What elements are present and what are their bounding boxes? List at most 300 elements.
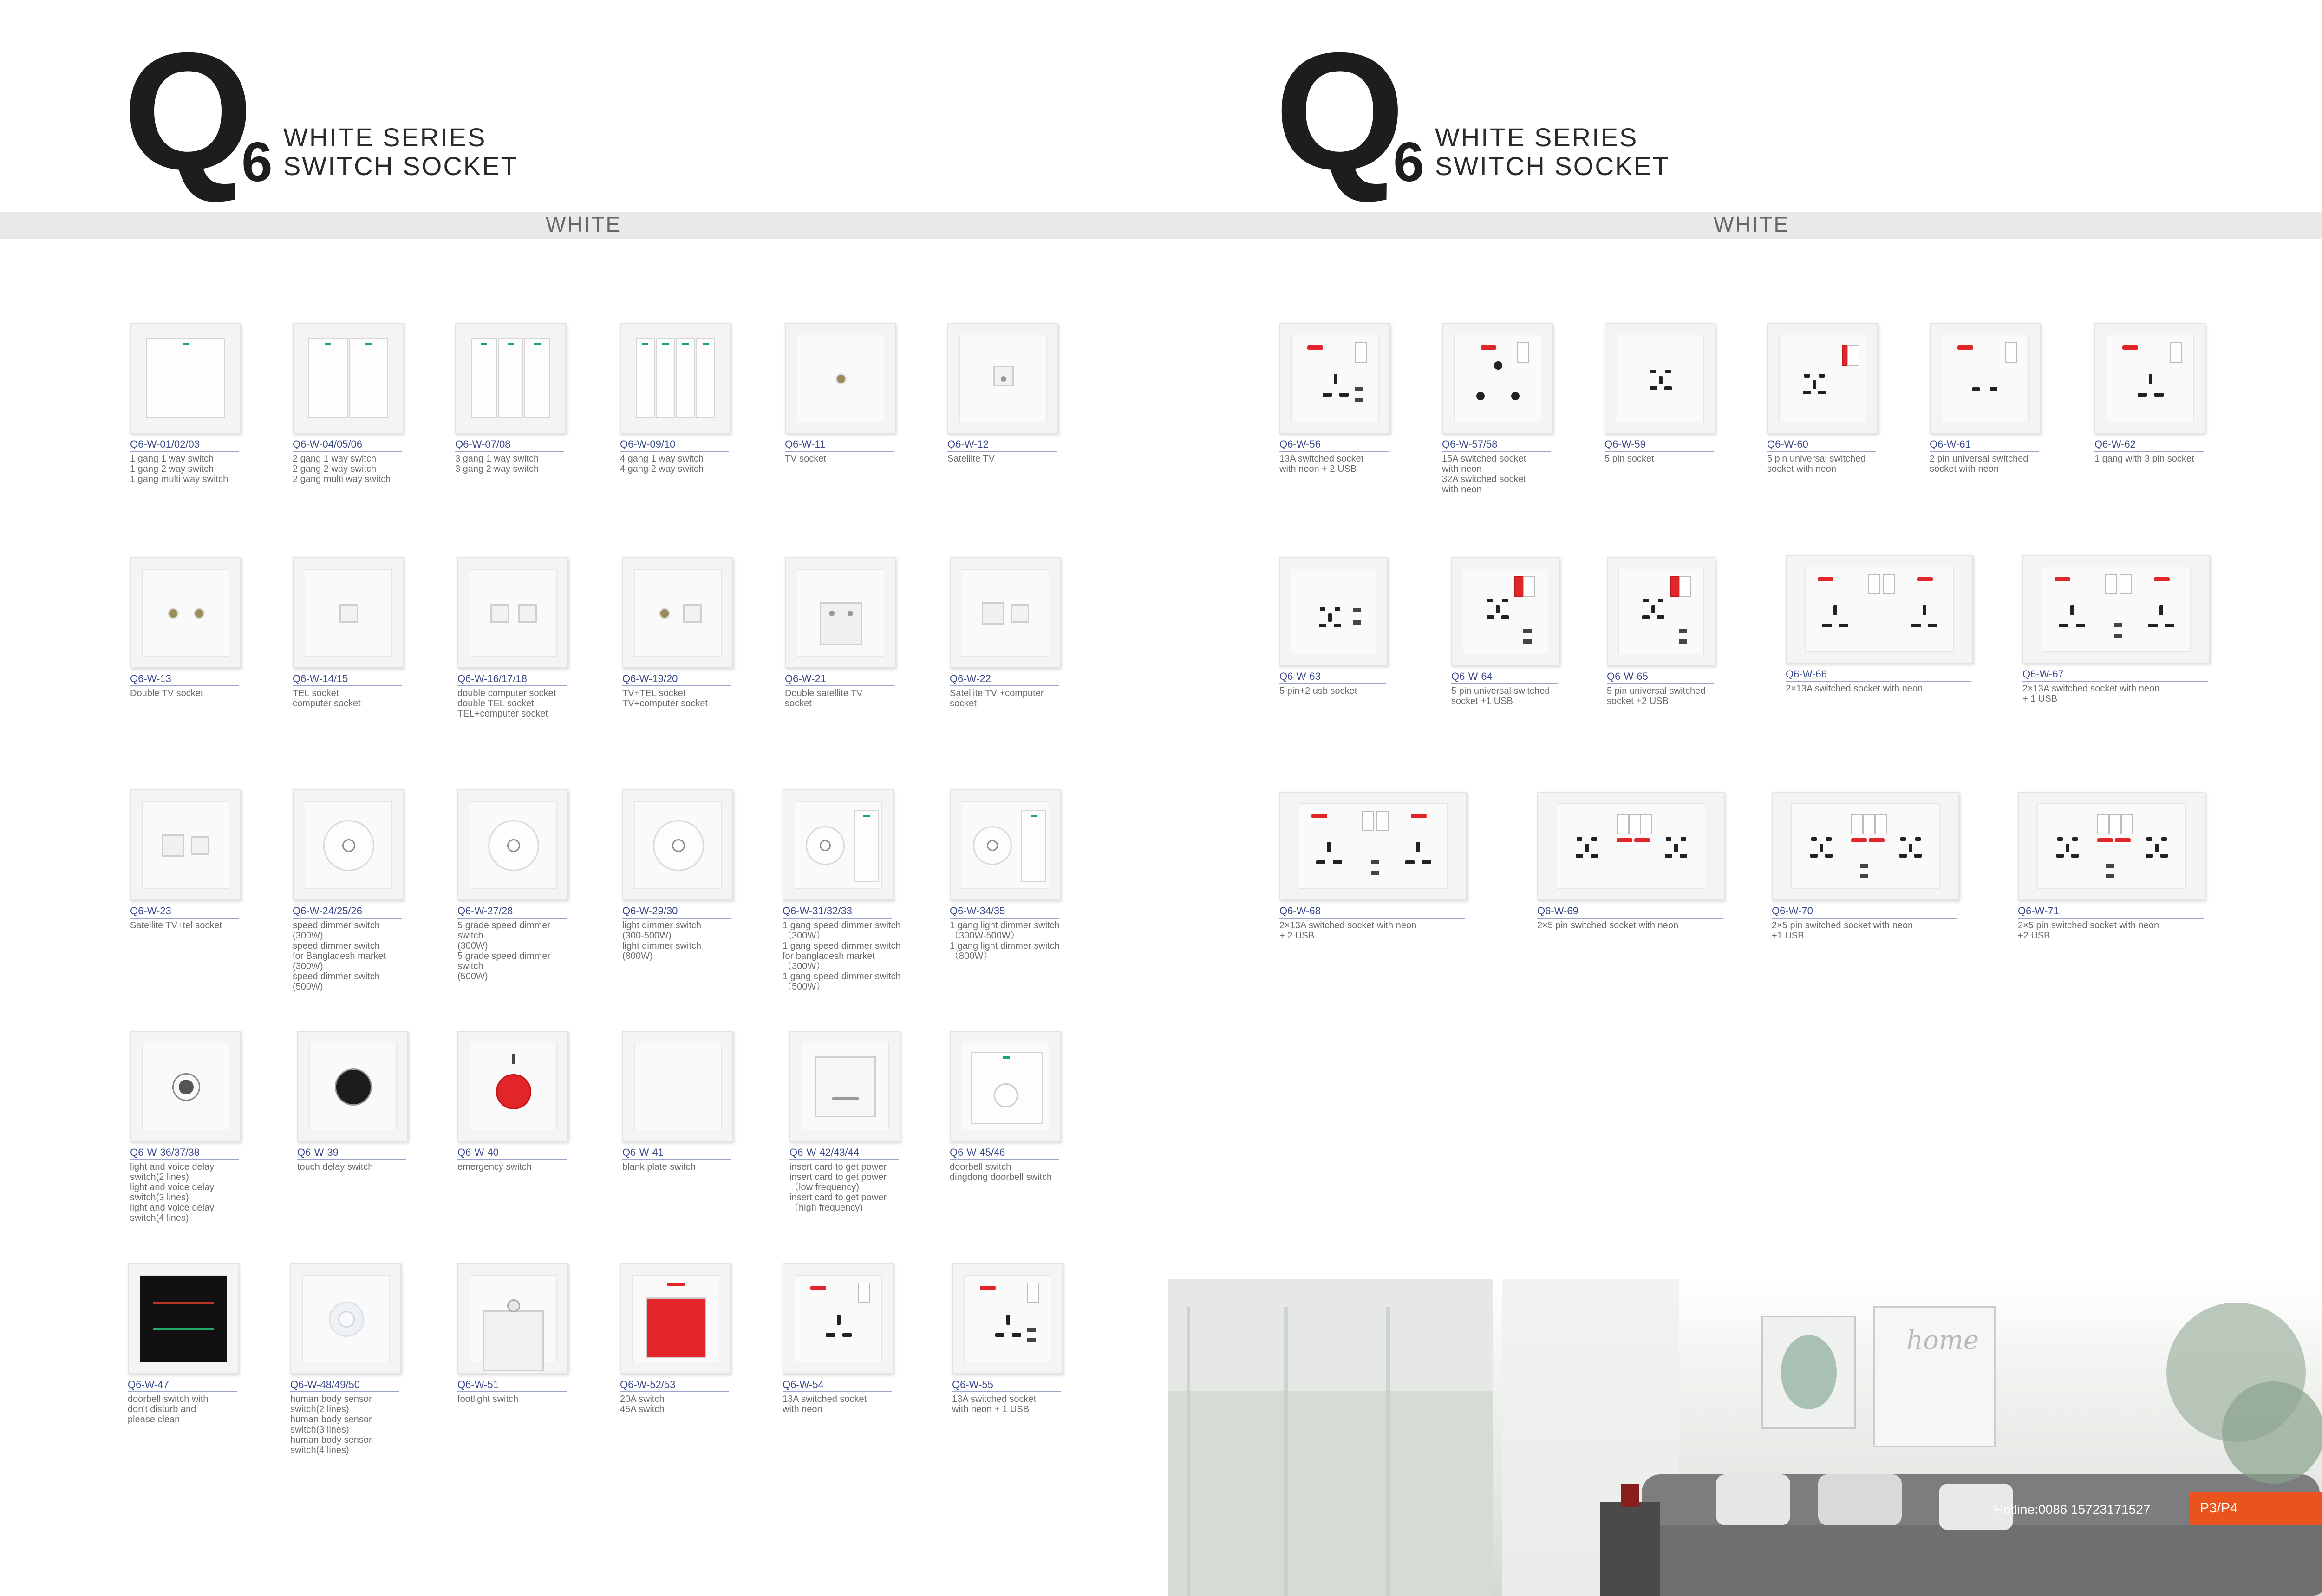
rocker-key (308, 338, 348, 419)
socket-port (659, 608, 670, 619)
led-indicator (863, 815, 870, 817)
card-switch-icon (789, 1031, 900, 1142)
logo-letter: Q (1275, 18, 1401, 205)
description-line: （500W） (783, 982, 826, 992)
description-line: socket with neon (1930, 464, 1999, 474)
rocker-key (524, 338, 550, 419)
product-code: Q6-W-66 (1786, 668, 1971, 682)
faceplate (305, 801, 392, 889)
product-description (622, 1162, 731, 1172)
pin-slot (153, 1328, 215, 1330)
dnd-panel-icon (128, 1263, 239, 1374)
rocker-switch (2121, 814, 2133, 834)
product-code: Q6-W-51 (457, 1379, 567, 1392)
pin-slot (1481, 345, 1496, 350)
rocker-switch (1376, 811, 1389, 831)
description-line: 3 gang 1 way switch (455, 454, 539, 464)
rocker-switch (1851, 814, 1863, 834)
product-code: Q6-W-36/37/38 (130, 1147, 239, 1160)
product-description (293, 454, 402, 484)
led-indicator (682, 343, 689, 345)
socket-port (507, 839, 520, 852)
product-card (1786, 555, 1971, 694)
living-room-illustration (1168, 1279, 2322, 1596)
faceplate (1618, 569, 1704, 654)
pin-slot (1833, 605, 1837, 615)
rocker-group (145, 338, 226, 419)
led-indicator (508, 343, 514, 345)
side-table (1600, 1502, 1660, 1596)
satellite-socket-icon (947, 323, 1058, 434)
rocker-switch (1679, 576, 1691, 597)
description-line: switch (457, 931, 483, 941)
usb-port (1523, 639, 1532, 644)
product-description (622, 920, 731, 961)
description-line: switch (457, 961, 483, 971)
pin-slot (512, 1054, 515, 1064)
description-line: 2×13A switched socket with neon (1786, 684, 1923, 694)
faceplate (1463, 569, 1548, 654)
product-description (783, 920, 901, 992)
product-card (297, 1031, 406, 1172)
description-line: 2×13A switched socket with neon (1279, 920, 1417, 931)
product-code: Q6-W-48/49/50 (290, 1379, 399, 1392)
description-line: footlight switch (457, 1394, 519, 1404)
socket-port (848, 611, 853, 616)
satellite-tel-socket-icon (130, 789, 241, 900)
description-line: 15A switched socket (1442, 454, 1526, 464)
product-description (293, 688, 402, 709)
led-indicator (662, 343, 669, 345)
rocker-key (656, 338, 675, 419)
product-card (1607, 557, 1714, 706)
description-line: blank plate switch (622, 1162, 696, 1172)
uk-socket-icon (783, 1263, 894, 1374)
pin-slot (1316, 860, 1325, 864)
product-card (1767, 323, 1876, 474)
description-line: TEL+computer socket (457, 709, 548, 719)
pin-slot (1657, 615, 1664, 619)
pin-slot (1813, 380, 1816, 389)
socket-port (194, 608, 205, 619)
double-uk-socket-usb-icon (2022, 555, 2210, 664)
pin-slot (1307, 345, 1323, 350)
product-code: Q6-W-22 (950, 673, 1059, 686)
socket-port (1476, 392, 1485, 400)
data-port (483, 1310, 544, 1372)
faceplate (140, 1275, 227, 1362)
faceplate (1942, 335, 2029, 422)
product-description (130, 454, 239, 484)
product-code: Q6-W-57/58 (1442, 438, 1551, 452)
description-line: switch(2 lines) (130, 1172, 189, 1182)
pin-slot (837, 1315, 841, 1325)
product-code: Q6-W-40 (457, 1147, 567, 1160)
faceplate (634, 1043, 722, 1130)
product-card (293, 789, 402, 992)
description-line: computer socket (293, 698, 361, 709)
faceplate (795, 1275, 882, 1362)
pin-slot (1651, 605, 1655, 613)
pin-slot (1405, 860, 1415, 864)
faceplate (1291, 335, 1379, 422)
product-card (457, 1031, 567, 1172)
left-product-name: SWITCH SOCKET (283, 151, 518, 181)
pin-slot (2138, 393, 2147, 397)
description-line: 13A switched socket (783, 1394, 867, 1404)
pin-slot (1909, 844, 1912, 852)
pin-slot (1311, 814, 1327, 818)
cushion (1716, 1474, 1790, 1525)
description-line: 1 gang 2 way switch (130, 464, 214, 474)
description-line: 1 gang with 3 pin socket (2094, 454, 2194, 464)
product-card (130, 1031, 239, 1223)
left-series-name: WHITE SERIES (283, 123, 487, 152)
socket-port (335, 1068, 372, 1106)
pin-slot (1839, 624, 1848, 627)
pin-slot (832, 1097, 858, 1100)
product-code: Q6-W-12 (947, 438, 1057, 452)
pin-slot (2056, 854, 2064, 858)
faceplate (470, 569, 557, 657)
data-port (982, 602, 1004, 625)
pin-slot (1577, 837, 1582, 841)
universal-switched-usb-icon (1451, 557, 1560, 666)
description-line: human body sensor (290, 1435, 372, 1445)
description-line: light and voice delay (130, 1182, 215, 1192)
product-card (2094, 323, 2204, 464)
description-line: socket (950, 698, 977, 709)
product-description (622, 688, 731, 709)
pin-slot (2146, 837, 2152, 841)
faceplate (142, 1043, 229, 1130)
pin-slot (1487, 599, 1493, 602)
product-card (622, 557, 731, 709)
3-pin-socket-icon (2094, 323, 2205, 434)
description-line: 5 pin universal switched (1767, 454, 1866, 464)
pin-slot (2155, 844, 2159, 852)
data-port (646, 1297, 707, 1359)
usb-port (2114, 623, 2122, 627)
usb-port (1679, 639, 1687, 644)
rocker-switch (2097, 814, 2109, 834)
pin-slot (2146, 854, 2153, 858)
product-card (1279, 792, 1465, 941)
pin-slot (1972, 387, 1980, 391)
pin-slot (1335, 607, 1340, 611)
pin-slot (1869, 838, 1885, 842)
description-line: (300W) (293, 961, 323, 971)
faceplate (634, 801, 722, 889)
product-code: Q6-W-23 (130, 905, 239, 919)
description-line: dingdong doorbell switch (950, 1172, 1052, 1182)
product-code: Q6-W-39 (297, 1147, 406, 1160)
double-satellite-socket-icon (785, 557, 896, 668)
description-line: 5 pin+2 usb socket (1279, 686, 1357, 696)
faceplate (309, 1043, 397, 1130)
rocker-switch (2170, 342, 2182, 363)
description-line: 2 gang 1 way switch (293, 454, 377, 464)
description-line: Satellite TV+tel socket (130, 920, 222, 931)
product-description (2094, 454, 2204, 464)
fan-dimmer-icon (457, 789, 568, 900)
product-card (1537, 792, 1723, 931)
data-port (162, 834, 184, 857)
product-description (457, 1162, 567, 1172)
pin-slot (1957, 345, 1973, 350)
description-line: (500W) (457, 971, 488, 982)
description-line: light and voice delay (130, 1203, 215, 1213)
product-description (950, 688, 1059, 709)
pin-slot (1928, 624, 1937, 627)
faceplate (795, 801, 882, 889)
pin-slot (2159, 605, 2163, 615)
description-line: (800W) (622, 951, 653, 961)
pin-slot (667, 1283, 685, 1286)
pin-slot (2059, 624, 2068, 627)
socket-port (829, 611, 835, 616)
led-indicator (642, 343, 648, 345)
pin-slot (1416, 842, 1420, 852)
pin-slot (1012, 1333, 1021, 1337)
double-universal-socket-icon (1537, 792, 1725, 900)
description-line: 5 pin universal switched (1451, 686, 1550, 696)
faceplate (2042, 567, 2191, 652)
description-line: （low frequency) (789, 1182, 860, 1192)
product-card (457, 789, 567, 982)
pin-slot (1333, 860, 1342, 864)
logo-number: 6 (241, 131, 273, 193)
product-description (457, 688, 567, 719)
double-uk-socket-usb-icon (1279, 792, 1467, 900)
right-series-title (1435, 123, 1670, 181)
pin-slot (2097, 838, 2113, 842)
pin-slot (1320, 607, 1325, 611)
rocker-key (498, 338, 524, 419)
description-line: 1 gang light dimmer switch (950, 920, 1060, 931)
voice-delay-icon (130, 1031, 241, 1142)
product-card (128, 1263, 237, 1425)
pin-slot (1899, 854, 1907, 858)
pin-slot (2148, 624, 2158, 627)
product-description (455, 454, 564, 474)
pin-slot (1323, 393, 1332, 397)
rocker-switch (2109, 814, 2121, 834)
red-rocker-icon (620, 1263, 731, 1374)
product-code: Q6-W-54 (783, 1379, 892, 1392)
faceplate (1557, 803, 1705, 889)
product-code: Q6-W-69 (1537, 905, 1723, 919)
description-line: 5 grade speed dimmer (457, 951, 551, 961)
description-line: （300W-500W） (950, 931, 1020, 941)
product-description (290, 1394, 399, 1455)
product-description (783, 1394, 892, 1414)
description-line: switch(3 lines) (290, 1425, 349, 1435)
description-line: with neon + 2 USB (1279, 464, 1357, 474)
socket-port (1511, 392, 1520, 400)
right-product-name: SWITCH SOCKET (1435, 151, 1670, 181)
rocker-key (636, 338, 655, 419)
description-line: 4 gang 1 way switch (620, 454, 704, 464)
description-line: 3 gang 2 way switch (455, 464, 539, 474)
pin-slot (1822, 624, 1832, 627)
motion-sensor-icon (290, 1263, 401, 1374)
pin-slot (2149, 374, 2152, 384)
product-code: Q6-W-63 (1279, 671, 1386, 684)
description-line: socket (785, 698, 812, 709)
usb-port (2114, 634, 2122, 638)
faceplate (305, 569, 392, 657)
rocker-key (146, 338, 226, 419)
description-line: Satellite TV (947, 454, 995, 464)
description-line: human body sensor (290, 1414, 372, 1425)
rocker-switch (1617, 814, 1629, 834)
pin-slot (1659, 376, 1663, 384)
pin-slot (1990, 387, 1997, 391)
faceplate (142, 569, 229, 657)
product-code: Q6-W-47 (128, 1379, 237, 1392)
product-description (2022, 684, 2208, 704)
pin-slot (2055, 577, 2070, 581)
double-uk-socket-icon (1786, 555, 1973, 664)
description-line: 4 gang 2 way switch (620, 464, 704, 474)
description-line: double computer socket (457, 688, 556, 698)
product-code: Q6-W-34/35 (950, 905, 1059, 919)
pin-slot (1911, 624, 1921, 627)
hotline-text: Hotline:0086 15723171527 (1994, 1502, 2151, 1517)
product-code: Q6-W-52/53 (620, 1379, 729, 1392)
product-description (620, 454, 729, 474)
usb-port (1371, 860, 1379, 864)
light-dimmer-icon (622, 789, 733, 900)
product-description (785, 688, 894, 709)
product-card (130, 323, 239, 484)
description-line: 1 gang speed dimmer switch (783, 920, 901, 931)
description-line: TV+TEL socket (622, 688, 686, 698)
product-card (785, 557, 894, 709)
description-line: （800W） (950, 951, 993, 961)
product-card (1451, 557, 1558, 706)
description-line: TEL socket (293, 688, 339, 698)
usb-port (1355, 398, 1363, 402)
product-description (789, 1162, 899, 1213)
product-card (1279, 323, 1389, 474)
socket-port (835, 373, 847, 384)
rocker-switch (1847, 345, 1859, 366)
product-description (130, 920, 239, 931)
pin-slot (1502, 599, 1508, 602)
satellite-computer-socket-icon (950, 557, 1061, 668)
pin-slot (1591, 854, 1598, 858)
pin-slot (1804, 374, 1810, 378)
pin-slot (1811, 837, 1817, 841)
pin-slot (1665, 854, 1672, 858)
pin-slot (1501, 615, 1509, 619)
round-pin-socket-icon (1442, 323, 1553, 434)
doorbell-icon (950, 1031, 1061, 1142)
product-code: Q6-W-09/10 (620, 438, 729, 452)
socket-port (1494, 361, 1502, 370)
product-card (620, 323, 729, 474)
usb-port (1027, 1328, 1036, 1332)
rocker-key (696, 338, 715, 419)
pin-slot (2160, 854, 2168, 858)
pin-slot (1319, 624, 1326, 627)
product-description (297, 1162, 406, 1172)
product-code: Q6-W-59 (1605, 438, 1714, 452)
pin-slot (1917, 577, 1933, 581)
data-port (815, 1056, 876, 1118)
description-line: 5 pin universal switched (1607, 686, 1706, 696)
description-line: switch(2 lines) (290, 1404, 349, 1414)
description-line: Double satellite TV (785, 688, 863, 698)
description-line: double TEL socket (457, 698, 534, 709)
description-line: (300-500W) (622, 931, 672, 941)
left-series-title (283, 123, 518, 181)
description-line: touch delay switch (297, 1162, 373, 1172)
rocker-switch (1355, 342, 1367, 363)
description-line: 1 gang light dimmer switch (950, 941, 1060, 951)
socket-port (172, 1073, 200, 1101)
description-line: with neon + 1 USB (952, 1404, 1030, 1414)
description-line: 13A switched socket (952, 1394, 1037, 1404)
footlight-icon (457, 1263, 568, 1374)
description-line: (500W) (293, 982, 323, 992)
faceplate (634, 569, 722, 657)
usb-port (2106, 864, 2114, 868)
product-card (130, 557, 239, 698)
product-description (1930, 454, 2039, 474)
product-card (2022, 555, 2208, 704)
product-code: Q6-W-24/25/26 (293, 905, 402, 919)
product-description (950, 920, 1059, 961)
rocker-key (349, 338, 388, 419)
double-universal-socket-usb-icon (1772, 792, 1959, 900)
product-code: Q6-W-29/30 (622, 905, 731, 919)
faceplate (142, 801, 229, 889)
pin-slot (1666, 837, 1671, 841)
pin-slot (1591, 837, 1597, 841)
product-description (1786, 684, 1971, 694)
product-description (950, 1162, 1059, 1182)
tv-tel-socket-icon (622, 557, 733, 668)
description-line: +2 USB (2018, 931, 2050, 941)
product-code: Q6-W-70 (1772, 905, 1957, 919)
product-code: Q6-W-45/46 (950, 1147, 1059, 1160)
description-line: 1 gang 1 way switch (130, 454, 214, 464)
pin-slot (1851, 838, 1867, 842)
right-series-name: WHITE SERIES (1435, 123, 1638, 152)
product-code: Q6-W-01/02/03 (130, 438, 239, 452)
right-color-label: WHITE (1714, 212, 1790, 236)
pin-slot (1681, 837, 1686, 841)
universal-socket-icon (1605, 323, 1715, 434)
description-line: for bangladesh market (783, 951, 875, 961)
data-port (683, 604, 702, 623)
rocker-switch (1362, 811, 1374, 831)
led-indicator (534, 343, 541, 345)
product-description (293, 920, 402, 992)
description-line: doorbell switch with (128, 1394, 209, 1404)
product-code: Q6-W-60 (1767, 438, 1876, 452)
faceplate (962, 1043, 1049, 1130)
usb-port (1523, 629, 1532, 633)
led-indicator (481, 343, 487, 345)
description-line: speed dimmer switch (293, 941, 380, 951)
description-line: （300W） (783, 961, 826, 971)
pin-slot (1803, 391, 1811, 394)
product-code: Q6-W-19/20 (622, 673, 731, 686)
